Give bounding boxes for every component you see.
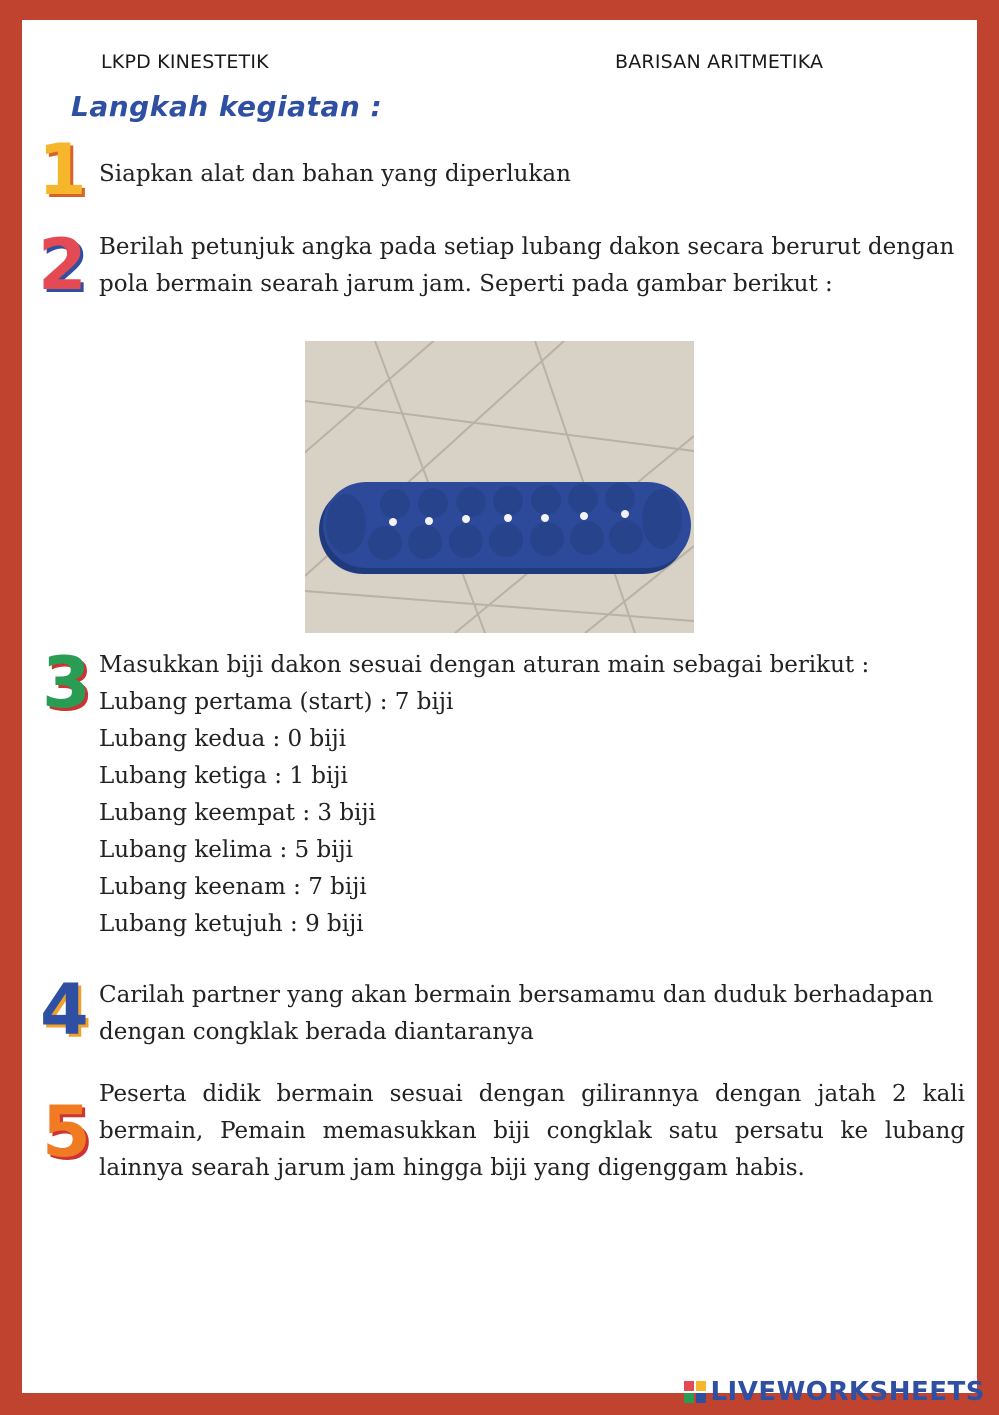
- step-3-block: [99, 647, 869, 943]
- rule-line: Lubang kedua : 0 biji: [99, 726, 347, 752]
- step-4-text: Carilah partner yang akan bermain bersamamu dan duduk berhadapan dengan congklak berada diantaranya: [99, 982, 934, 1045]
- liveworksheets-logo-text: LIVEWORKSHEETS: [710, 1377, 985, 1407]
- rule-line: Lubang pertama (start) : 7 biji: [99, 689, 454, 715]
- rule-line: Lubang ketiga : 1 biji: [99, 763, 348, 789]
- congklak-board-photo: [305, 341, 694, 633]
- rule-line: Lubang kelima : 5 biji: [99, 837, 354, 863]
- header-right: BARISAN ARITMETIKA: [615, 51, 824, 73]
- step-1-number: 1: [38, 129, 87, 211]
- step-2-text: Berilah petunjuk angka pada setiap lubang dakon secara berurut dengan pola bermain searah jarum jam. Seperti pada gambar berikut :: [99, 234, 955, 297]
- step-1-text: Siapkan alat dan bahan yang diperlukan: [99, 161, 571, 187]
- header-left: LKPD KINESTETIK: [101, 51, 269, 73]
- page-title: Langkah kegiatan :: [71, 90, 383, 123]
- step-5-number: 5: [42, 1091, 91, 1173]
- rule-line: Lubang keempat : 3 biji: [99, 800, 376, 826]
- congklak-board-image: [305, 341, 694, 633]
- rule-line: Lubang keenam : 7 biji: [99, 874, 367, 900]
- step-2-number: 2: [38, 224, 87, 306]
- step-3-text: Masukkan biji dakon sesuai dengan aturan main sebagai berikut :: [99, 652, 870, 678]
- rule-line: Lubang ketujuh : 9 biji: [99, 911, 364, 937]
- step-4-number: 4: [40, 969, 89, 1051]
- step-3-number: 3: [42, 642, 91, 724]
- worksheet-page: [22, 20, 977, 1393]
- liveworksheets-logo[interactable]: [684, 1377, 985, 1407]
- step-5-text: Peserta didik bermain sesuai dengan gilirannya dengan jatah 2 kali bermain, Pemain memasukkan biji congklak satu persatu ke lubang lainnya searah jarum jam hingga biji yang digenggam habis.: [99, 1081, 965, 1181]
- liveworksheets-logo-icon: [684, 1381, 706, 1403]
